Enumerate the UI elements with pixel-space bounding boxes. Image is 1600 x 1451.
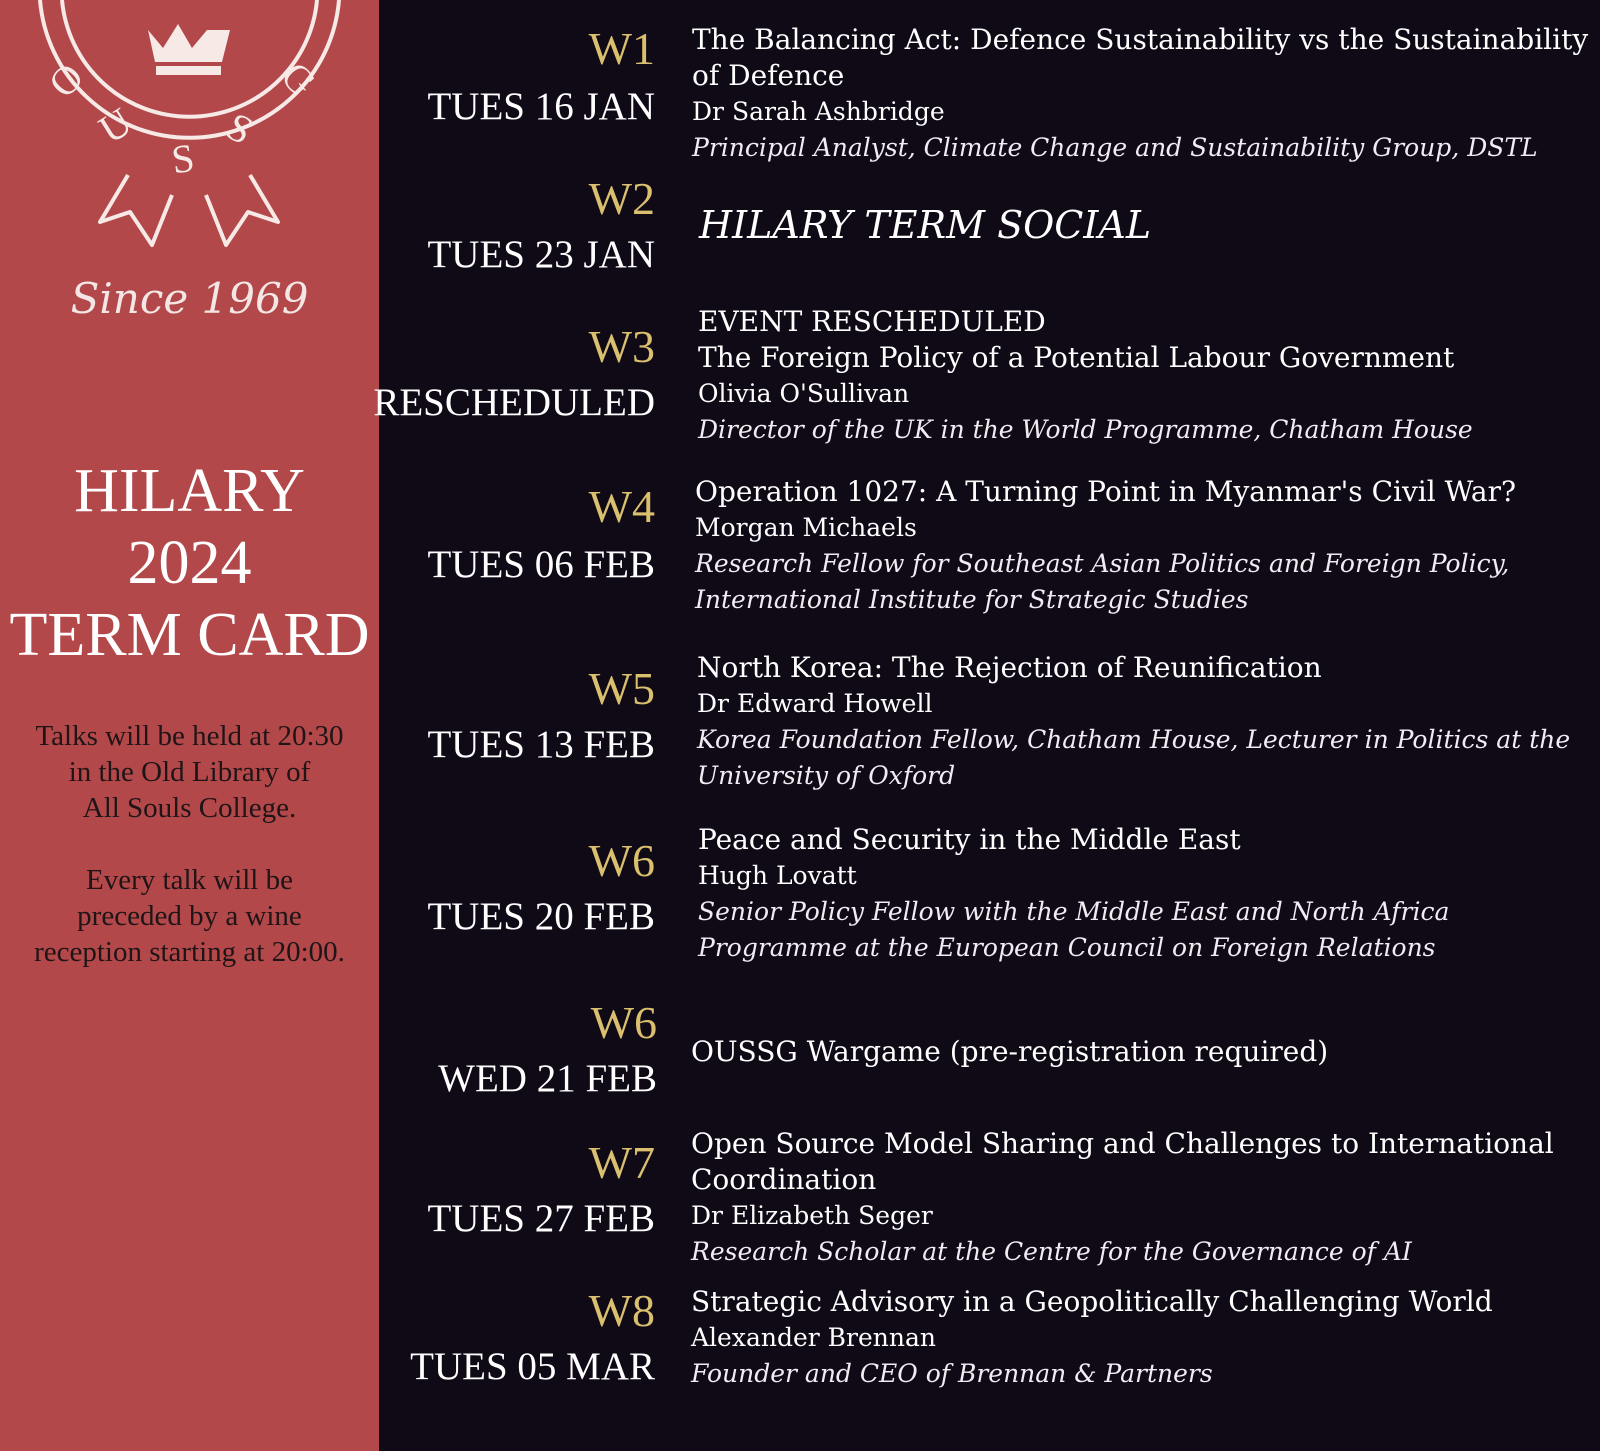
social-title: HILARY TERM SOCIAL [699,203,1152,247]
week-label: W5 [588,663,655,714]
week-label: W6 [590,997,657,1048]
term-title-line: 2024 [127,529,252,597]
term-title [0,455,379,671]
event-details [697,650,1597,794]
event-date: TUES 16 JAN [427,85,655,128]
event-title: of Defence [692,59,845,92]
event-title: The Balancing Act: Defence Sustainability vs the Sustainability [692,23,1589,56]
info-line: Talks will be held at 20:30 [35,720,344,752]
logo-letter-o: O [39,54,93,106]
event-w4 [379,470,1600,630]
event-title: Coordination [691,1163,877,1196]
event-role: Korea Foundation Fellow, Chatham House, Lecturer in Politics at the [697,725,1571,754]
event-role: Research Scholar at the Centre for the Governance of AI [691,1237,1412,1266]
event-w8 [379,1284,1600,1414]
week-label: W8 [588,1285,655,1336]
event-role: Founder and CEO of Brennan & Partners [691,1359,1213,1388]
event-date: RESCHEDULED [373,381,655,424]
event-speaker: Morgan Michaels [695,513,917,542]
event-details [692,22,1592,166]
event-date: TUES 27 FEB [427,1197,655,1240]
event-details [698,304,1598,448]
event-title: Operation 1027: A Turning Point in Myanmar's Civil War? [695,475,1517,508]
event-date: TUES 20 FEB [427,895,655,938]
event-role: Programme at the European Council on Foreign Relations [698,933,1436,962]
event-details [691,1284,1591,1392]
term-title-line: TERM CARD [9,601,370,669]
logo-letter-s2: S [219,103,261,154]
week-label: W7 [588,1137,655,1188]
event-date: TUES 05 MAR [410,1345,655,1388]
event-details [699,202,1599,248]
event-title: The Foreign Policy of a Potential Labour Government [698,341,1455,374]
venue-info [0,718,379,970]
event-role: Research Fellow for Southeast Asian Politics and Foreign Policy, [695,549,1510,578]
info-line: All Souls College. [82,792,297,824]
event-date: TUES 06 FEB [427,543,655,586]
sidebar [0,0,379,1451]
logo-letter-s1: S [168,134,198,183]
info-line: Every talk will be [86,864,293,896]
since-text: Since 1969 [70,274,309,323]
event-w1 [379,0,1600,170]
event-speaker: Hugh Lovatt [698,861,857,890]
event-w2 [379,170,1600,290]
event-title: Open Source Model Sharing and Challenges to International [691,1127,1554,1160]
week-label: W1 [588,23,655,74]
event-title: Strategic Advisory in a Geopolitically Challenging World [691,1285,1493,1318]
info-line: in the Old Library of [68,756,311,788]
event-speaker: Olivia O'Sullivan [698,379,910,408]
event-title: Peace and Security in the Middle East [698,823,1241,856]
info-line: preceded by a wine [77,900,302,932]
crown-icon [148,24,230,75]
event-title: OUSSG Wargame (pre-registration required) [691,1035,1329,1068]
event-details [691,1126,1591,1270]
week-label: W3 [588,321,655,372]
event-speaker: Dr Sarah Ashbridge [692,97,945,126]
event-speaker: Dr Edward Howell [697,689,933,718]
event-role: University of Oxford [697,761,956,790]
event-speaker: Dr Elizabeth Seger [691,1201,933,1230]
term-title-line: HILARY [74,457,305,525]
event-w5 [379,646,1600,806]
info-line: reception starting at 20:00. [34,936,345,968]
event-speaker: Alexander Brennan [691,1323,936,1352]
event-details [698,822,1598,966]
logo-letter-g: G [272,53,326,105]
event-details [691,1034,1591,1070]
week-label: W4 [588,481,655,532]
week-label: W2 [588,173,655,224]
event-date: WED 21 FEB [438,1057,657,1100]
logo-letter-u: U [91,98,140,153]
event-role: Director of the UK in the World Programme, Chatham House [698,415,1473,444]
event-w6-wed [379,990,1600,1110]
event-role: Senior Policy Fellow with the Middle East and North Africa [698,897,1450,926]
event-date: TUES 23 JAN [427,233,655,276]
event-details [695,474,1595,618]
event-w6-tues [379,818,1600,978]
event-title: North Korea: The Rejection of Reunification [697,651,1322,684]
oussg-logo [0,0,379,260]
event-role: International Institute for Strategic Studies [695,585,1249,614]
event-date: TUES 13 FEB [427,723,655,766]
event-role: Principal Analyst, Climate Change and Sustainability Group, DSTL [692,133,1538,162]
week-label: W6 [588,835,655,886]
event-w3 [373,300,1600,460]
event-notice: EVENT RESCHEDULED [698,305,1046,338]
event-w7 [379,1122,1600,1282]
